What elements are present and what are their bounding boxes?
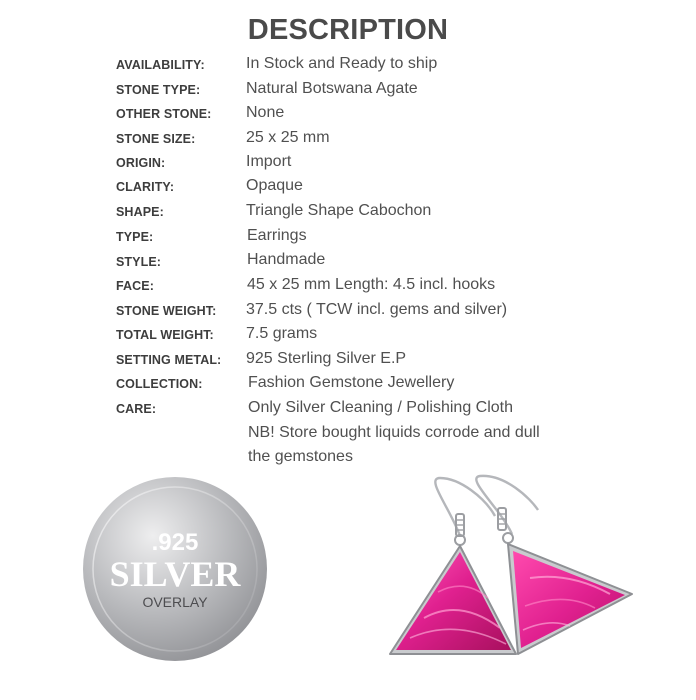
spec-label-care: CARE: [116,402,157,416]
right-ear-hook [476,476,538,543]
spec-label-setting-metal: SETTING METAL: [116,353,222,367]
left-agate-stone [390,546,516,654]
spec-label-clarity: CLARITY: [116,180,175,194]
spec-label-stone-type: STONE TYPE: [116,83,201,97]
spec-label-availability: AVAILABILITY: [116,58,205,72]
spec-label-face: FACE: [116,279,154,293]
badge-finish: OVERLAY [142,594,208,610]
spec-label-collection: COLLECTION: [116,377,203,391]
silver-overlay-badge [82,476,268,662]
spec-value-stone-weight: 37.5 cts ( TCW incl. gems and silver) [246,301,508,318]
spec-value-origin: Import [246,153,292,170]
spec-value-total-weight: 7.5 grams [246,325,318,342]
description-title: DESCRIPTION [247,14,449,46]
spec-value-other-stone: None [246,104,285,121]
right-agate-stone [508,544,632,654]
spec-value-clarity: Opaque [246,177,303,194]
badge-purity: .925 [151,529,199,556]
spec-value-availability: In Stock and Ready to ship [246,55,438,72]
care-note-line-2: the gemstones [248,448,353,465]
spec-label-shape: SHAPE: [116,205,164,219]
spec-value-stone-size: 25 x 25 mm [246,129,330,146]
left-ear-hook [435,478,495,545]
spec-label-other-stone: OTHER STONE: [116,107,212,121]
spec-label-total-weight: TOTAL WEIGHT: [116,328,214,342]
spec-value-stone-type: Natural Botswana Agate [246,80,418,97]
badge-metal: SILVER [109,554,241,594]
spec-label-style: STYLE: [116,255,162,269]
spec-value-style: Handmade [247,251,326,268]
spec-label-stone-size: STONE SIZE: [116,132,196,146]
spec-value-face: 45 x 25 mm Length: 4.5 incl. hooks [247,276,496,293]
spec-value-setting-metal: 925 Sterling Silver E.P [246,350,407,367]
spec-label-origin: ORIGIN: [116,156,166,170]
spec-value-shape: Triangle Shape Cabochon [246,202,432,219]
spec-value-collection: Fashion Gemstone Jewellery [248,374,455,391]
earrings-image [380,468,650,678]
spec-value-type: Earrings [247,227,307,244]
spec-label-stone-weight: STONE WEIGHT: [116,304,217,318]
spec-label-type: TYPE: [116,230,154,244]
spec-value-care: Only Silver Cleaning / Polishing Cloth [248,399,514,416]
care-note-line-1: NB! Store bought liquids corrode and dull [248,424,540,441]
